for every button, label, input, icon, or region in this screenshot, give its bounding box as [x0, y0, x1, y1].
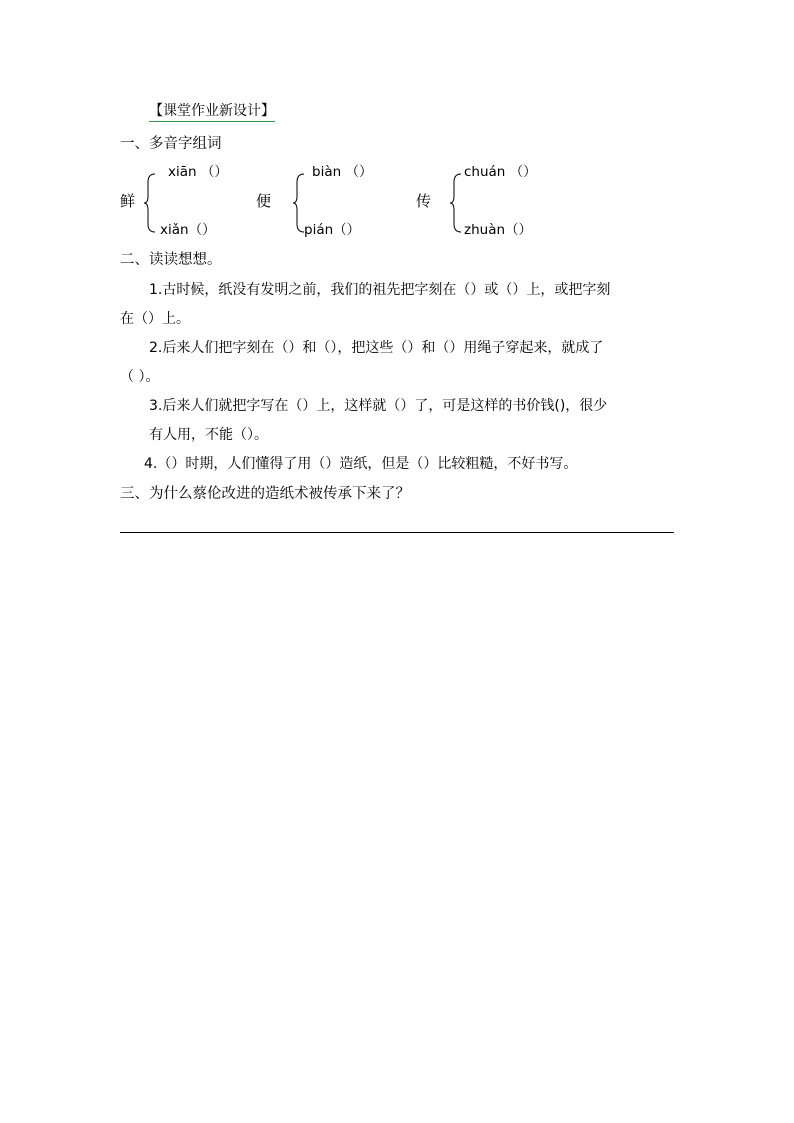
pinyin-bottom: xiǎn（） [160, 222, 216, 238]
question-3-line1: 3.后来人们就把字写在（）上，这样就（）了，可是这样的书价钱()，很少 [149, 398, 608, 414]
brace-icon [449, 172, 463, 234]
section1-heading: 一、多音字组词 [120, 136, 222, 152]
pinyin-top: biàn （） [312, 164, 373, 180]
brace-icon [143, 172, 157, 234]
question-2-line2: （ ）。 [120, 369, 160, 385]
worksheet-title: 【课堂作业新设计】 [149, 104, 275, 122]
question-3-line2: 有人用，不能（）。 [149, 427, 268, 443]
question-1-line2: 在（）上。 [120, 311, 190, 327]
pinyin-bottom: zhuàn（） [464, 222, 533, 238]
polyphone-char: 便 [256, 192, 272, 210]
polyphone-char: 传 [416, 192, 432, 210]
section3-heading: 三、为什么蔡伦改进的造纸术被传承下来了？ [120, 486, 410, 502]
pinyin-top: xiān （） [168, 164, 228, 180]
section2-heading: 二、读读想想。 [120, 252, 222, 268]
answer-line[interactable] [120, 532, 674, 533]
pinyin-bottom: pián（） [304, 222, 361, 238]
question-2-line1: 2.后来人们把字刻在（）和（），把这些（）和（）用绳子穿起来，就成了 [149, 340, 604, 356]
polyphone-char: 鲜 [120, 192, 136, 210]
pinyin-top: chuán （） [464, 164, 537, 180]
question-1-line1: 1.古时候，纸没有发明之前，我们的祖先把字刻在（）或（）上，或把字刻 [149, 282, 611, 298]
question-4-line1: 4.（）时期，人们懂得了用（）造纸，但是（）比较粗糙，不好书写。 [144, 456, 578, 472]
